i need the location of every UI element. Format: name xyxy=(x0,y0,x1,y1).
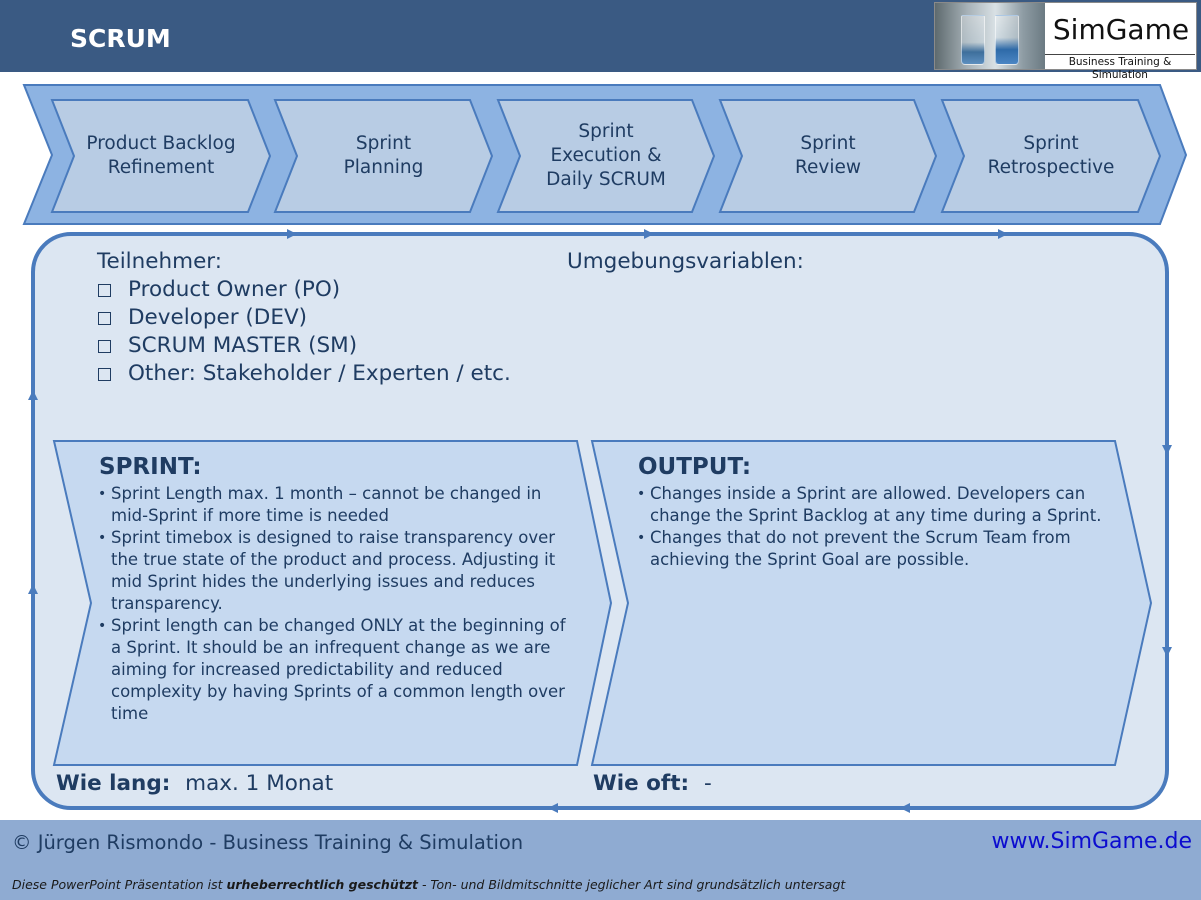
copyright-text: © Jürgen Rismondo - Business Training & Simulation xyxy=(12,831,524,854)
logo-tagline: Business Training & Simulation xyxy=(1045,54,1195,82)
checkbox-icon[interactable] xyxy=(98,312,111,325)
glass-left xyxy=(961,15,985,65)
participant-item: Other: Stakeholder / Experten / etc. xyxy=(98,360,511,388)
copyright-notice: Diese PowerPoint Präsentation ist urheberrechtlich geschützt - Ton- und Bildmitschnitte jeglicher Art sind grundsätzlich untersagt xyxy=(12,877,846,892)
participants-label: Teilnehmer: xyxy=(97,249,223,274)
step-label-backlog-refinement: Product Backlog Refinement xyxy=(86,133,236,178)
participant-item: SCRUM MASTER (SM) xyxy=(98,332,511,360)
slide-title: SCRUM xyxy=(70,24,171,53)
sprint-bullet: • Sprint Length max. 1 month – cannot be changed in mid-Sprint if more time is needed xyxy=(98,483,580,527)
glass-right xyxy=(995,15,1019,65)
sprint-bullet: • Sprint length can be changed ONLY at the beginning of a Sprint. It should be an infrequent change as we are aiming for increased predictability and reduced complexity by having Sprints of a common length over time xyxy=(98,615,580,725)
participant-item: Developer (DEV) xyxy=(98,304,511,332)
step-label-sprint-execution: Sprint Execution & Daily SCRUM xyxy=(546,121,666,190)
participant-item: Product Owner (PO) xyxy=(98,276,511,304)
output-title: OUTPUT: xyxy=(638,454,752,480)
sprint-bullets xyxy=(98,483,580,725)
duration-value: max. 1 Monat xyxy=(185,771,334,796)
simgame-logo xyxy=(934,2,1197,81)
footer-bar xyxy=(0,820,1201,900)
step-label-sprint-retrospective: Sprint Retrospective xyxy=(987,133,1115,178)
checkbox-icon[interactable] xyxy=(98,284,111,297)
duration-row xyxy=(56,770,333,798)
output-bullets xyxy=(637,483,1117,571)
participants-list xyxy=(98,276,511,388)
frequency-label: Wie oft: xyxy=(593,771,690,796)
output-bullet: • Changes that do not prevent the Scrum Team from achieving the Sprint Goal are possible. xyxy=(637,527,1117,571)
environment-label: Umgebungsvariablen: xyxy=(567,249,804,274)
step-label-sprint-review: Sprint Review xyxy=(794,133,861,178)
sprint-bullet: • Sprint timebox is designed to raise transparency over the true state of the product and process. Adjusting it mid Sprint hides the underlying issues and reduces transparency. xyxy=(98,527,580,615)
frequency-value: - xyxy=(704,771,712,796)
output-bullet: • Changes inside a Sprint are allowed. Developers can change the Sprint Backlog at any time during a Sprint. xyxy=(637,483,1117,527)
header-bar xyxy=(0,0,1201,81)
logo-name: SimGame xyxy=(1052,13,1190,46)
water-glasses-image xyxy=(935,3,1045,69)
checkbox-icon[interactable] xyxy=(98,340,111,353)
step-label-sprint-planning: Sprint Planning xyxy=(343,133,424,178)
sprint-title: SPRINT: xyxy=(99,454,202,480)
duration-label: Wie lang: xyxy=(56,771,171,796)
frequency-row xyxy=(593,770,712,798)
website-link[interactable]: www.SimGame.de xyxy=(991,829,1192,854)
checkbox-icon[interactable] xyxy=(98,368,111,381)
